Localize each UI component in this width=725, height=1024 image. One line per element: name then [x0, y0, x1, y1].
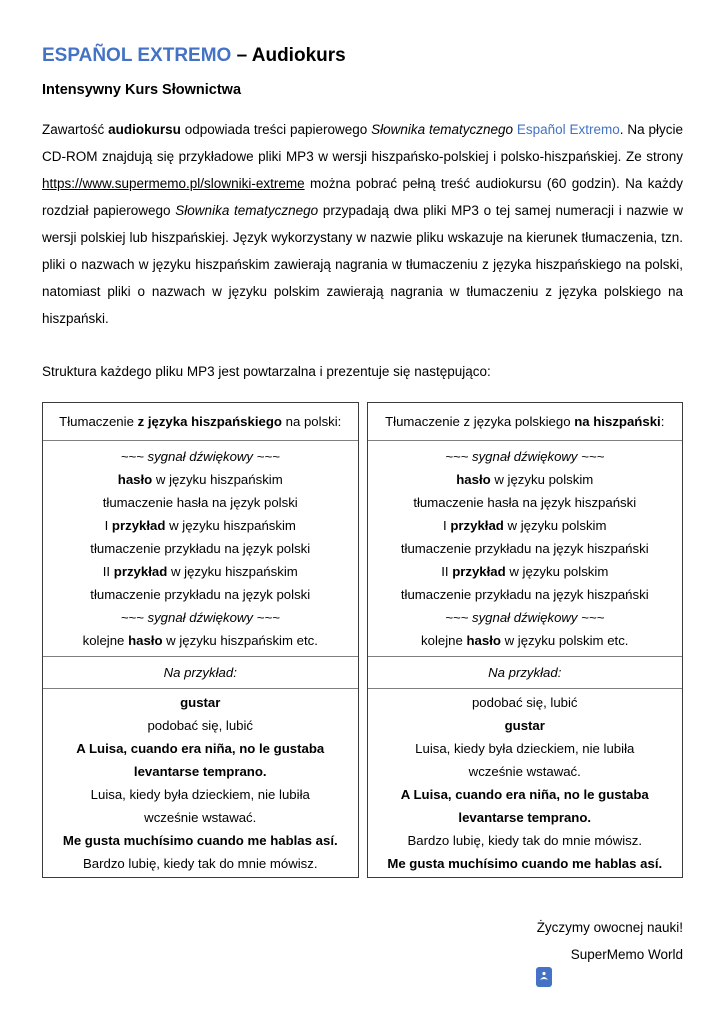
text-segment: przykład [111, 518, 166, 533]
text-segment: wcześnie wstawać. [144, 810, 257, 825]
supermemo-logo-icon [536, 966, 552, 988]
text-segment: Tłumaczenie [59, 414, 138, 429]
text-segment: w języku polskim [503, 518, 607, 533]
text-segment: gustar [180, 695, 221, 710]
text-line [371, 783, 680, 806]
text-segment: audiokursu [108, 122, 181, 137]
text-segment: w języku hiszpańskim etc. [162, 633, 318, 648]
text-segment: : [660, 414, 665, 429]
text-segment: ~~~ sygnał dźwiękowy ~~~ [445, 610, 605, 625]
text-segment: A Luisa, cuando era niña, no le gustaba [400, 787, 649, 802]
text-segment: gustar [504, 718, 545, 733]
text-segment: . Na płycie CD-ROM znajdują się przykładowe pliki MP3 w wersji hiszpańsko-polskiej i polsko-hiszpańskiej. Ze strony [42, 122, 683, 164]
text-line [46, 737, 355, 760]
text-segment: w języku polskim etc. [500, 633, 629, 648]
structure-section [43, 440, 358, 656]
text-line [46, 468, 355, 491]
text-segment: odpowiada treści papierowego [180, 122, 372, 137]
text-line [371, 491, 680, 514]
page-subtitle: Intensywny Kurs Słownictwa [42, 82, 242, 98]
example-label [368, 656, 683, 688]
text-segment: Luisa, kiedy była dzieckiem, nie lubiła [415, 741, 635, 756]
text-segment: wcześnie wstawać. [468, 764, 581, 779]
footer [42, 914, 683, 968]
text-segment: tłumaczenie przykładu na język hiszpański [400, 587, 649, 602]
text-segment: hasło [117, 472, 153, 487]
text-segment: levantarse temprano. [458, 810, 592, 825]
text-segment: I [104, 518, 112, 533]
intro-paragraph [42, 116, 683, 332]
text-line [371, 829, 680, 852]
text-line [46, 691, 355, 714]
text-segment: kolejne [421, 633, 467, 648]
text-segment: podobać się, lubić [471, 695, 578, 710]
text-line [371, 514, 680, 537]
text-segment: na hiszpański [574, 414, 661, 429]
text-segment: hasło [456, 472, 491, 487]
text-segment: Bardzo lubię, kiedy tak do mnie mówisz. [407, 833, 643, 848]
text-line [371, 691, 680, 714]
text-segment: hasło [128, 633, 163, 648]
text-line [371, 583, 680, 606]
text-segment: tłumaczenie hasła na język hiszpański [413, 495, 637, 510]
text-line [46, 491, 355, 514]
text-segment: ~~~ sygnał dźwiękowy ~~~ [120, 449, 280, 464]
text-segment: Słownika tematycznego [371, 122, 514, 137]
text-segment: przykład [113, 564, 168, 579]
text-segment: na polski: [281, 414, 342, 429]
text-segment: Bardzo lubię, kiedy tak do mnie mówisz. [82, 856, 318, 871]
text-line [46, 514, 355, 537]
text-line [46, 445, 355, 468]
text-segment: ~~~ sygnał dźwiękowy ~~~ [445, 449, 605, 464]
text-line [371, 760, 680, 783]
text-segment: ~~~ sygnał dźwiękowy ~~~ [120, 610, 280, 625]
text-line [371, 560, 680, 583]
text-line [46, 852, 355, 875]
text-line [371, 737, 680, 760]
text-segment: w języku polskim [505, 564, 609, 579]
text-segment: Tłumaczenie z języka polskiego [385, 414, 575, 429]
text-segment: tłumaczenie przykładu na język polski [90, 587, 311, 602]
text-segment: z języka hiszpańskiego [137, 414, 282, 429]
text-line [46, 537, 355, 560]
text-line [371, 806, 680, 829]
example-section [43, 688, 358, 877]
text-segment: w języku hiszpańskim [167, 564, 298, 579]
text-line [46, 560, 355, 583]
footer-signature: SuperMemo World [570, 947, 683, 962]
spanish-to-polish-table [42, 402, 359, 878]
text-segment: tłumaczenie hasła na język polski [102, 495, 298, 510]
text-line [371, 537, 680, 560]
text-line [46, 783, 355, 806]
text-segment: II [441, 564, 453, 579]
text-segment: przypadają dwa pliki MP3 o tej samej numeracji i nazwie w wersji polskiej lub hiszpańskiej. Język wykorzystany w nazwie pliku wskazuje na kierunek tłumaczenia, tzn. pliki o nazwach w języku hiszpańskim zawierają nagrania w tłumaczeniu z języka hiszpańskiego na polski, natomiast pliki o nazwach w języku polskim zawierają nagrania w tłumaczeniu z języka polskiego na hiszpański. [42, 203, 684, 326]
text-segment: Słownika tematycznego [175, 203, 319, 218]
text-segment: Zawartość [42, 122, 109, 137]
table-header [368, 403, 683, 440]
text-line [46, 606, 355, 629]
text-segment: Me gusta muchísimo cuando me hablas así. [62, 833, 338, 848]
text-segment: ESPAÑOL EXTREMO [42, 45, 232, 66]
text-line [371, 468, 680, 491]
text-line [46, 629, 355, 652]
text-line [46, 583, 355, 606]
text-segment: przykład [450, 518, 504, 533]
text-segment: tłumaczenie przykładu na język polski [90, 541, 311, 556]
text-segment: hasło [466, 633, 501, 648]
page-title [42, 44, 683, 68]
text-line [46, 829, 355, 852]
text-segment: w języku hiszpańskim [165, 518, 296, 533]
text-segment: Na przykład: [163, 665, 237, 680]
text-segment: w języku hiszpańskim [152, 472, 283, 487]
text-line [371, 852, 680, 875]
text-segment: I [443, 518, 451, 533]
text-line [46, 806, 355, 829]
text-segment: Español Extremo [516, 122, 620, 137]
structure-section [368, 440, 683, 656]
structure-note: Struktura każdego pliku MP3 jest powtarzalna i prezentuje się następująco: [42, 364, 491, 379]
text-segment: A Luisa, cuando era niña, no le gustaba [76, 741, 325, 756]
course-download-link[interactable]: https://www.supermemo.pl/slowniki-extreme [42, 176, 305, 191]
text-segment: II [102, 564, 114, 579]
text-line [46, 714, 355, 737]
text-segment: w języku polskim [490, 472, 594, 487]
text-segment: tłumaczenie przykładu na język hiszpański [400, 541, 649, 556]
example-label [43, 656, 358, 688]
example-section [368, 688, 683, 877]
text-segment: Me gusta muchísimo cuando me hablas así. [387, 856, 663, 871]
text-line [371, 445, 680, 468]
text-line [371, 629, 680, 652]
text-line [46, 760, 355, 783]
text-segment: Luisa, kiedy była dzieckiem, nie lubiła [90, 787, 310, 802]
text-segment: levantarse temprano. [133, 764, 267, 779]
text-segment: przykład [452, 564, 506, 579]
footer-wish: Życzymy owocnej nauki! [536, 920, 683, 935]
text-segment: kolejne [82, 633, 129, 648]
table-header [43, 403, 358, 440]
text-line [371, 606, 680, 629]
text-segment: – Audiokurs [231, 45, 346, 66]
polish-to-spanish-table [367, 402, 684, 878]
text-segment: Na przykład: [488, 665, 562, 680]
text-segment: podobać się, lubić [147, 718, 254, 733]
translation-tables [42, 402, 683, 878]
text-segment: można pobrać pełną treść audiokursu (60 godzin). Na każdy rozdział papierowego [42, 176, 683, 218]
text-line [371, 714, 680, 737]
